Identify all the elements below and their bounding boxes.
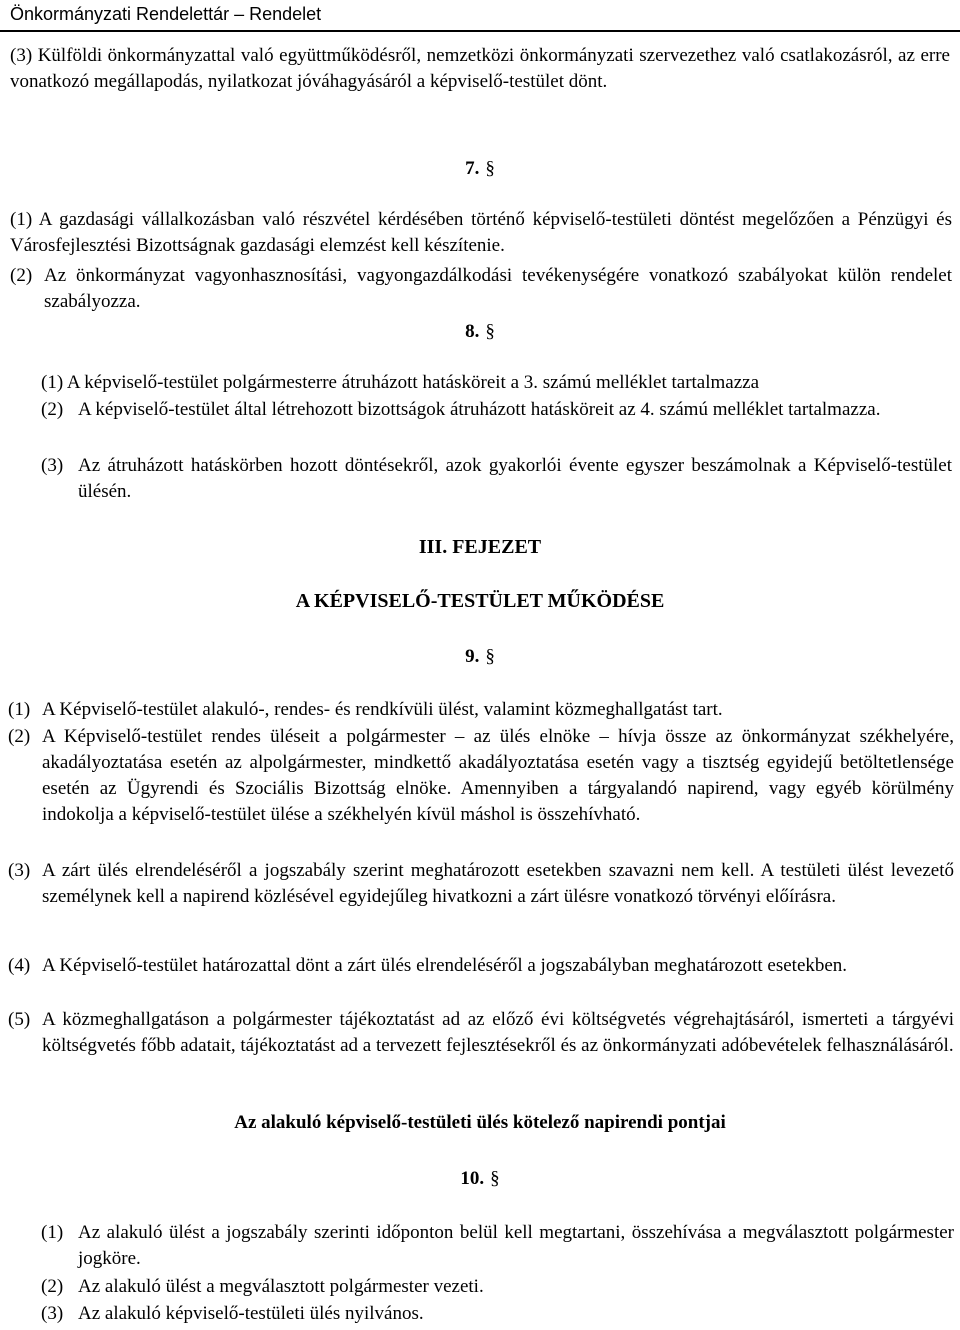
header-divider xyxy=(0,30,960,32)
paragraph-9-4 xyxy=(8,953,954,979)
section-number: 7. xyxy=(465,158,480,179)
section-number: 9. xyxy=(465,646,480,667)
paragraph-10-3 xyxy=(41,1301,954,1327)
chapter-title: A KÉPVISELŐ-TESTÜLET MŰKÖDÉSE xyxy=(295,590,665,612)
paragraph-text: A képviselő-testület által létrehozott bizottságok átruházott hatásköreit az 4. számú melléklet tartalmazza. xyxy=(78,399,881,420)
section-number: 8. xyxy=(465,321,480,342)
paragraph-text: (1) A képviselő-testület polgármesterre átruházott hatásköreit a 3. számú melléklet tartalmazza xyxy=(41,372,760,393)
paragraph-text: A zárt ülés elrendeléséről a jogszabály szerint meghatározott esetekben szavazni nem kell. A testületi ülést levezető személynek kell a napirend közlésével egyidejűleg hivatkozni a zárt ülésre vonatkozó törvényi előírásra. xyxy=(42,860,954,907)
paragraph-number: (2) xyxy=(41,399,64,420)
section-subtitle: Az alakuló képviselő-testületi ülés kötelező napirendi pontjai xyxy=(234,1112,726,1133)
section-heading-10 xyxy=(0,1166,960,1192)
paragraph-number: (4) xyxy=(8,955,31,976)
section-sign: § xyxy=(485,158,495,179)
paragraph-7-1 xyxy=(10,207,952,259)
paragraph-text: Az átruházott hatáskörben hozott döntésekről, azok gyakorlói évente egyszer beszámolnak a Képviselő-testület ülésén. xyxy=(78,455,952,502)
section-sign: § xyxy=(485,646,495,667)
section-heading-8 xyxy=(0,319,960,345)
paragraph-number: (5) xyxy=(8,1009,31,1030)
paragraph-8-3 xyxy=(41,453,952,505)
paragraph-number: (2) xyxy=(41,1276,64,1297)
paragraph-number: (1) xyxy=(41,1222,64,1243)
paragraph-number: (3) xyxy=(41,455,64,476)
header-title: Önkormányzati Rendelettár – Rendelet xyxy=(10,4,322,24)
paragraph-number: (3) xyxy=(41,1303,64,1324)
paragraph-text: (1) A gazdasági vállalkozásban való részvétel kérdésében történő képviselő-testületi döntést megelőzően a Pénzügyi és Városfejlesztési Bizottságnak gazdasági elemzést kell készítenie. xyxy=(10,209,952,256)
section-number: 10. xyxy=(460,1168,485,1189)
paragraph-text: A Képviselő-testület rendes üléseit a polgármester – az ülés elnöke – hívja össze az önkormányzat székhelyére, akadályoztatása esetén az alpolgármester, mindkettő akadályoztatása esetén vagy a tisztség egyidejű betöltetlensége esetén az Ügyrendi és Szociális Bizottság elnöke. Amennyiben a tárgyalandó napirend, vagy egyéb körülmény indokolja a képviselő-testület ülése a székhelyén kívül máshol is összehívható. xyxy=(42,726,954,825)
section-sign: § xyxy=(485,321,495,342)
paragraph-number: (3) xyxy=(8,860,31,881)
paragraph-text: A közmeghallgatáson a polgármester tájékoztatást ad az előző évi költségvetés végrehajtásáról, ismerteti a tárgyévi költségvetés főbb adatait, tájékoztatást ad a tervezett fejlesztésekről és az önkormányzati adóbevételek felhasználásáról. xyxy=(42,1009,954,1056)
paragraph-7-2 xyxy=(10,263,952,315)
paragraph-text: A Képviselő-testület alakuló-, rendes- és rendkívüli ülést, valamint közmeghallgatást tart. xyxy=(42,699,723,720)
section-heading-7 xyxy=(0,156,960,182)
paragraph-9-5 xyxy=(8,1007,954,1059)
paragraph-number: (2) xyxy=(8,726,31,747)
paragraph-text: Az önkormányzat vagyonhasznosítási, vagyongazdálkodási tevékenységére vonatkozó szabályokat külön rendelet szabályozza. xyxy=(44,265,952,312)
chapter-heading: III. FEJEZET xyxy=(418,536,542,558)
paragraph-text: (3) Külföldi önkormányzattal való együttműködésről, nemzetközi önkormányzati szervezethez való csatlakozásról, az erre vonatkozó megállapodás, nyilatkozat jóváhagyásáról a képviselő-testület dönt. xyxy=(10,45,950,92)
paragraph-6-3 xyxy=(10,43,950,95)
paragraph-9-2 xyxy=(8,724,954,828)
paragraph-9-3 xyxy=(8,858,954,910)
paragraph-text: A Képviselő-testület határozattal dönt a zárt ülés elrendeléséről a jogszabályban meghatározott esetekben. xyxy=(42,955,848,976)
paragraph-number: (2) xyxy=(10,265,33,286)
paragraph-10-2 xyxy=(41,1274,954,1300)
paragraph-8-2 xyxy=(41,397,952,423)
paragraph-9-1 xyxy=(8,697,952,723)
paragraph-10-1 xyxy=(41,1220,954,1272)
paragraph-text: Az alakuló ülést a jogszabály szerinti időponton belül kell megtartani, összehívása a megválasztott polgármester jogköre. xyxy=(78,1222,954,1269)
section-sign: § xyxy=(490,1168,500,1189)
paragraph-number: (1) xyxy=(8,699,31,720)
page-header xyxy=(0,0,960,32)
section-heading-9 xyxy=(0,644,960,670)
paragraph-text: Az alakuló képviselő-testületi ülés nyilvános. xyxy=(78,1303,424,1324)
paragraph-text: Az alakuló ülést a megválasztott polgármester vezeti. xyxy=(78,1276,484,1297)
paragraph-8-1 xyxy=(41,370,956,396)
